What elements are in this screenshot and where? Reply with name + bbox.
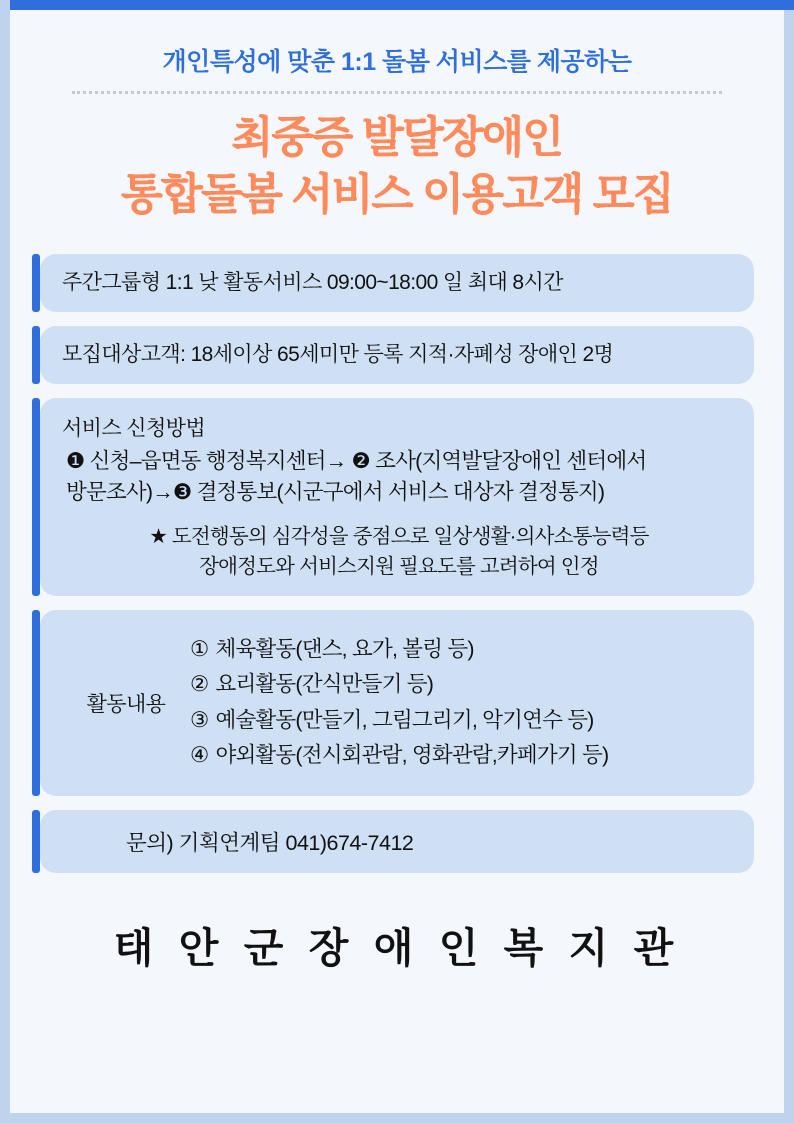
activity-items [190, 632, 736, 774]
activity-number-icon: ④ [190, 743, 209, 768]
activity-item [190, 632, 736, 668]
activity-item [190, 703, 736, 739]
poster-title [32, 110, 762, 224]
activity-number-icon: ③ [190, 707, 209, 732]
application-steps-line-1: ❶ 신청–읍면동 행정복지센터→ ❷ 조사(지역발달장애인 센터에서 [66, 449, 647, 474]
title-line-2: 통합돌봄 서비스 이용고객 모집 [121, 170, 673, 219]
activity-item [190, 667, 736, 703]
poster-content [10, 10, 784, 1113]
service-hours-block [40, 254, 754, 312]
activity-item-text: 요리활동(간식만들기 등) [215, 672, 434, 697]
dotted-divider [72, 91, 722, 94]
activity-number-icon: ② [190, 672, 209, 697]
activity-block [40, 610, 754, 796]
application-method-block [40, 398, 754, 595]
title-line-1: 최중증 발달장애인 [231, 114, 563, 162]
top-accent-bar [10, 0, 794, 10]
organization-name: 태 안 군 장 애 인 복 지 관 [113, 924, 681, 971]
application-steps-line-2: 방문조사)→❸ 결정통보(시군구에서 서비스 대상자 결정통지) [66, 480, 605, 505]
kicker-text: 개인특성에 맞춘 1:1 돌봄 서비스를 제공하는 [162, 48, 632, 76]
activity-label: 활동내용 [86, 692, 166, 716]
target-audience-block [40, 326, 754, 384]
application-note-line-1: ★ 도전행동의 심각성을 중점으로 일상생활·의사소통능력등 [149, 525, 649, 549]
activity-item-text: 예술활동(만들기, 그림그리기, 악기연수 등) [215, 707, 594, 732]
info-blocks [32, 254, 762, 873]
service-hours-text: 주간그룹형 1:1 낮 활동서비스 09:00~18:00 일 최대 8시간 [62, 270, 563, 294]
activity-item-text: 체육활동(댄스, 요가, 볼링 등) [215, 636, 474, 661]
application-heading: 서비스 신청방법 [62, 417, 206, 441]
application-note-line-2: 장애정도와 서비스지원 필요도를 고려하여 인정 [199, 555, 599, 578]
contact-text: 문의) 기획연계팀 041)674-7412 [126, 830, 414, 855]
contact-block [40, 810, 754, 873]
activity-item-text: 야외활동(전시회관람, 영화관람,카페가기 등) [215, 743, 609, 768]
target-audience-text: 모집대상고객: 18세이상 65세미만 등록 지적·자폐성 장애인 2명 [62, 342, 614, 366]
activity-item [190, 738, 736, 774]
activity-row [62, 632, 736, 774]
activity-number-icon: ① [190, 636, 209, 661]
